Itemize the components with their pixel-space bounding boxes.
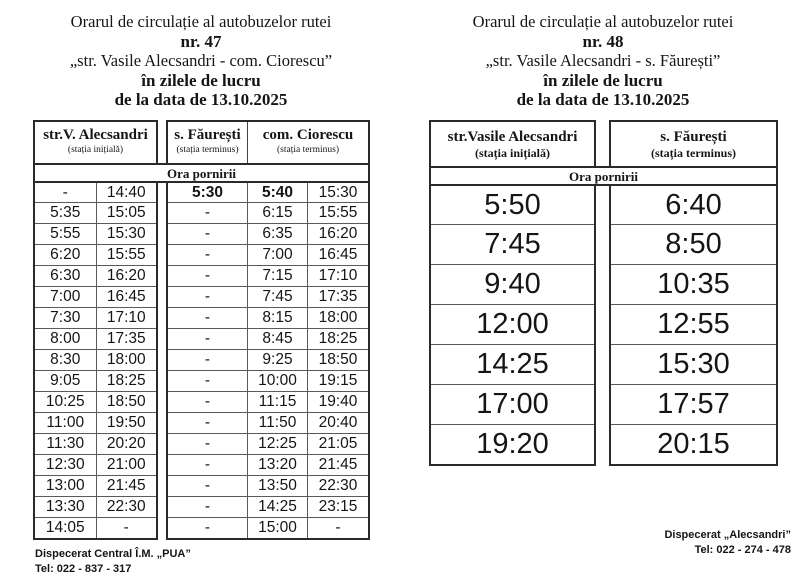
time-cell: 6:30 [50, 266, 81, 284]
time-cell: 5:50 [484, 188, 541, 221]
column-subtitle: (stația terminus) [651, 145, 736, 160]
time-cell: 23:15 [307, 497, 368, 517]
time-cell: 16:20 [307, 224, 368, 244]
time-cell: 21:00 [96, 455, 157, 475]
time-cell: 8:15 [247, 308, 307, 328]
table-row [431, 224, 594, 264]
route-47-title-block [0, 12, 402, 110]
table-row [35, 349, 156, 370]
table-row [168, 391, 368, 412]
table-row [168, 202, 368, 223]
route-48-date: de la data de 13.10.2025 [516, 90, 690, 109]
table-row [35, 517, 156, 538]
dash-cell: - [204, 455, 211, 473]
table-row [35, 223, 156, 244]
route-48-arrivals-block [609, 184, 778, 466]
table-row [35, 496, 156, 517]
time-cell: 17:35 [96, 329, 157, 349]
route-48-number: nr. 48 [582, 31, 624, 51]
time-cell: 7:00 [247, 245, 307, 265]
table-row [35, 265, 156, 286]
time-cell: 20:40 [307, 413, 368, 433]
time-cell: 18:25 [96, 371, 157, 391]
route-47-date: de la data de 13.10.2025 [114, 90, 288, 109]
table-row [168, 496, 368, 517]
column-subtitle: (stația terminus) [176, 144, 239, 155]
route-47-name: „str. Vasile Alecsandri - com. Ciorescu” [69, 51, 333, 70]
table-row [168, 475, 368, 496]
dash-cell: - [204, 245, 211, 263]
table-row [35, 475, 156, 496]
time-cell: 19:20 [476, 427, 549, 460]
dash-cell: - [204, 371, 211, 389]
table-row [611, 304, 776, 344]
table-row [168, 265, 368, 286]
time-cell: 5:40 [247, 183, 307, 202]
table-row [431, 344, 594, 384]
time-cell: 9:05 [50, 371, 81, 389]
dash-cell: - [204, 497, 211, 515]
table-row [431, 186, 594, 224]
table-row [168, 328, 368, 349]
time-cell: 15:30 [307, 183, 368, 202]
time-cell: 10:35 [657, 267, 730, 300]
column-header-fauresti [609, 120, 778, 168]
time-cell: 18:50 [96, 392, 157, 412]
table-row [168, 286, 368, 307]
dash-cell: - [204, 308, 211, 326]
column-subtitle: (stația inițială) [475, 145, 550, 160]
route-47-number: nr. 47 [180, 31, 222, 51]
time-cell: 6:35 [247, 224, 307, 244]
time-cell: 6:20 [50, 245, 81, 263]
dash-cell: - [204, 287, 211, 305]
time-cell: 14:25 [476, 347, 549, 380]
time-cell: 19:15 [307, 371, 368, 391]
time-cell: 8:45 [247, 329, 307, 349]
route-48-body [429, 184, 778, 466]
time-cell: 6:40 [665, 188, 722, 221]
time-cell: 16:20 [96, 266, 157, 286]
time-cell: 15:55 [96, 245, 157, 265]
time-cell: 20:20 [96, 434, 157, 454]
dash-cell: - [62, 183, 68, 201]
table-row [35, 183, 156, 202]
time-cell: 13:50 [247, 476, 307, 496]
route-48-days: în zilele de lucru [543, 70, 663, 90]
column-title: com. Ciorescu [262, 126, 354, 143]
table-row [611, 424, 776, 464]
table-row [168, 433, 368, 454]
route-47-arrivals-block [166, 181, 370, 540]
time-cell: 10:25 [45, 392, 85, 410]
table-row [168, 223, 368, 244]
time-cell: 16:45 [96, 287, 157, 307]
time-cell: 17:10 [96, 308, 157, 328]
time-cell: 14:05 [45, 518, 85, 536]
time-cell: 7:15 [247, 266, 307, 286]
time-cell: 12:30 [45, 455, 85, 473]
dispatcher-phone: Tel: 022 - 274 - 478 [694, 544, 791, 556]
column-header-fauresti [168, 122, 248, 163]
time-cell: 15:55 [307, 203, 368, 223]
time-cell: 6:15 [247, 203, 307, 223]
table-row [35, 202, 156, 223]
dispatcher-name: Dispecerat Central Î.M. „PUA” [35, 547, 191, 560]
time-cell: 15:30 [657, 347, 730, 380]
dash-cell: - [204, 203, 211, 221]
time-cell: 8:50 [665, 227, 722, 260]
route-47-departures-block [33, 181, 158, 540]
table-row [431, 424, 594, 464]
dash-cell: - [204, 224, 211, 242]
table-row [35, 391, 156, 412]
time-cell: 11:30 [46, 434, 85, 452]
time-cell: 8:30 [50, 350, 81, 368]
time-cell: 7:45 [484, 227, 541, 260]
route-48-name: „str. Vasile Alecsandri - s. Făurești” [485, 51, 721, 70]
route-48-footer [664, 528, 791, 558]
route-48-title-block [402, 12, 804, 110]
table-row [168, 517, 368, 538]
table-row [35, 328, 156, 349]
time-cell: 11:50 [247, 413, 307, 433]
dash-cell: - [204, 434, 211, 452]
time-cell: 12:00 [476, 307, 549, 340]
dash-cell: - [96, 518, 157, 538]
table-row [35, 433, 156, 454]
table-row [431, 304, 594, 344]
table-row [168, 370, 368, 391]
column-header-alecsandri [429, 120, 596, 168]
dash-cell: - [204, 266, 211, 284]
time-cell: 5:35 [50, 203, 81, 221]
route-47-days: în zilele de lucru [141, 70, 261, 90]
time-cell: 15:00 [247, 518, 307, 538]
column-subtitle: (stația terminus) [277, 144, 339, 155]
time-cell: 10:00 [247, 371, 307, 391]
column-title: s. Făurești [660, 128, 727, 145]
time-cell: 17:00 [476, 387, 549, 420]
column-title: s. Făurești [174, 126, 241, 143]
time-cell: 17:10 [307, 266, 368, 286]
table-row [431, 264, 594, 304]
route-48-departures-block [429, 184, 596, 466]
time-cell: 19:40 [307, 392, 368, 412]
time-cell: 21:45 [96, 476, 157, 496]
time-cell: 20:15 [657, 427, 730, 460]
departure-time-banner: Ora pornirii [429, 166, 778, 186]
table-row [611, 344, 776, 384]
table-row [35, 286, 156, 307]
column-header-group [166, 120, 370, 165]
route-48-table [429, 120, 778, 466]
time-cell: 15:05 [96, 203, 157, 223]
column-title: str.V. Alecsandri [43, 126, 148, 143]
dash-cell: - [204, 329, 211, 347]
dash-cell: - [204, 392, 211, 410]
time-cell: 5:30 [191, 183, 224, 201]
time-cell: 9:40 [484, 267, 541, 300]
table-row [168, 349, 368, 370]
route-48-panel [402, 0, 804, 566]
table-row [168, 454, 368, 475]
route-48-header-row [429, 120, 778, 168]
time-cell: 13:30 [45, 497, 85, 515]
time-cell: 7:30 [50, 308, 81, 326]
table-row [35, 454, 156, 475]
time-cell: 18:25 [307, 329, 368, 349]
time-cell: 19:50 [96, 413, 157, 433]
time-cell: 5:55 [50, 224, 81, 242]
time-cell: 13:20 [247, 455, 307, 475]
dash-cell: - [204, 413, 211, 431]
time-cell: 11:00 [46, 413, 85, 431]
table-row [168, 412, 368, 433]
time-cell: 18:00 [96, 350, 157, 370]
table-row [168, 244, 368, 265]
dash-cell: - [204, 476, 211, 494]
time-cell: 21:45 [307, 455, 368, 475]
time-cell: 17:57 [657, 387, 730, 420]
route-48-title: Orarul de circulație al autobuzelor rutei [472, 12, 734, 31]
table-row [168, 307, 368, 328]
time-cell: 18:50 [307, 350, 368, 370]
time-cell: 22:30 [307, 476, 368, 496]
route-47-title: Orarul de circulație al autobuzelor rutei [70, 12, 332, 31]
time-cell: 22:30 [96, 497, 157, 517]
time-cell: 15:30 [96, 224, 157, 244]
route-47-body [33, 181, 370, 540]
time-cell: 14:25 [247, 497, 307, 517]
table-row [611, 384, 776, 424]
table-row [611, 186, 776, 224]
table-row [35, 307, 156, 328]
dash-cell: - [307, 518, 368, 538]
route-47-panel [0, 0, 402, 575]
route-47-header-row [33, 120, 370, 165]
table-row [35, 244, 156, 265]
route-47-table [33, 120, 370, 540]
column-header-ciorescu [248, 122, 368, 163]
table-row [431, 384, 594, 424]
time-cell: 7:45 [247, 287, 307, 307]
dispatcher-name: Dispecerat „Alecsandri” [664, 529, 791, 541]
dash-cell: - [204, 518, 211, 536]
table-row [35, 412, 156, 433]
table-row [611, 224, 776, 264]
table-row [35, 370, 156, 391]
table-row [611, 264, 776, 304]
time-cell: 21:05 [307, 434, 368, 454]
time-cell: 16:45 [307, 245, 368, 265]
time-cell: 13:00 [45, 476, 85, 494]
column-title: str.Vasile Alecsandri [447, 128, 578, 145]
time-cell: 14:40 [96, 183, 157, 202]
dispatcher-phone: Tel: 022 - 837 - 317 [35, 562, 132, 575]
time-cell: 7:00 [50, 287, 81, 305]
time-cell: 8:00 [50, 329, 81, 347]
table-row [168, 183, 368, 202]
time-cell: 18:00 [307, 308, 368, 328]
departure-time-banner: Ora pornirii [33, 163, 370, 183]
dash-cell: - [204, 350, 211, 368]
column-header-alecsandri [33, 120, 158, 165]
time-cell: 17:35 [307, 287, 368, 307]
time-cell: 12:55 [657, 307, 730, 340]
time-cell: 11:15 [247, 392, 307, 412]
column-subtitle: (stația inițială) [67, 144, 124, 155]
route-47-footer [35, 547, 402, 577]
time-cell: 12:25 [247, 434, 307, 454]
time-cell: 9:25 [247, 350, 307, 370]
